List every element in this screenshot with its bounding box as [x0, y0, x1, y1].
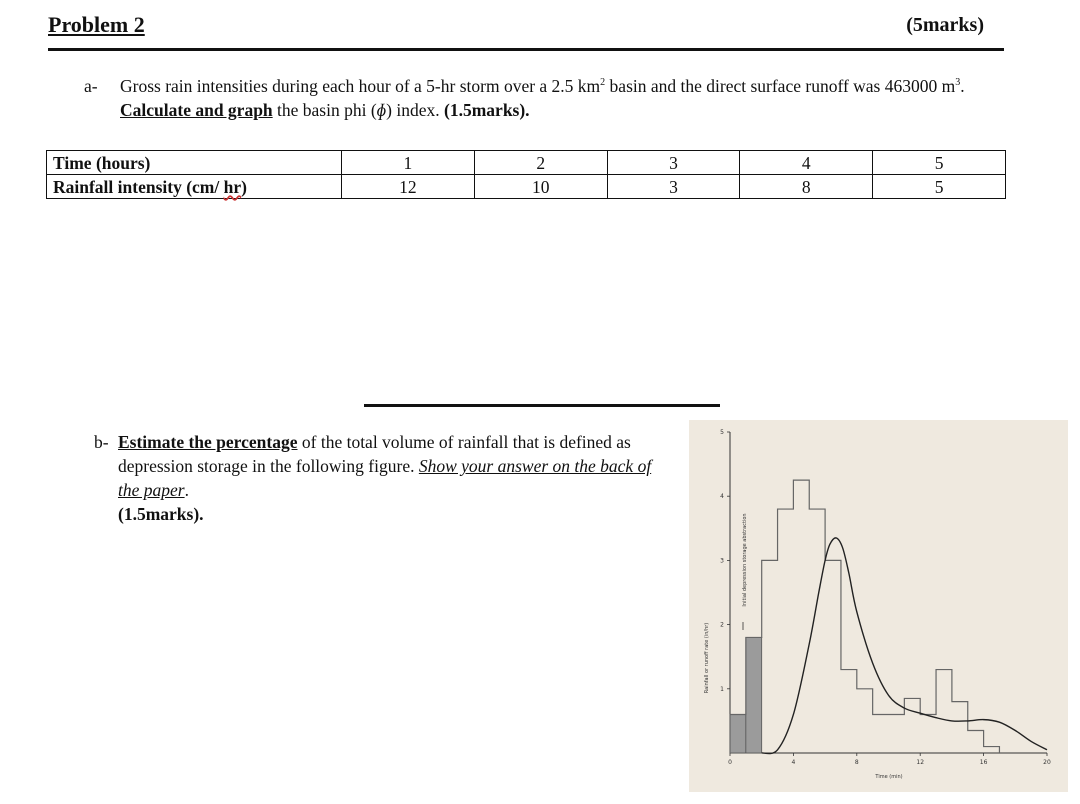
table-row-intensity: [47, 175, 1006, 199]
x-axis-ticks: [728, 753, 1051, 766]
rainfall-table: [46, 150, 1006, 199]
y-tick-label: 3: [720, 557, 724, 565]
x-tick-label: 0: [728, 759, 732, 766]
part-b-label: b-: [94, 432, 109, 452]
y-tick-label: 2: [720, 621, 724, 629]
part-a-text-1: Gross rain intensities during each hour of a 5-hr storm over a 2.5 km: [120, 76, 601, 96]
intensity-label-unit: hr: [223, 176, 242, 197]
rainfall-hyetograph: [730, 480, 999, 753]
y-tick-label: 4: [720, 493, 724, 501]
part-b-text-2: .: [184, 480, 189, 500]
part-b-emphasis: Estimate the percentage: [118, 432, 298, 452]
intensity-cell: 12: [342, 175, 475, 199]
part-b-marks: (1.5marks).: [118, 504, 204, 524]
time-cell: 2: [474, 151, 607, 175]
time-cell: 1: [342, 151, 475, 175]
intensity-cell: 5: [873, 175, 1006, 199]
answer-divider: [364, 404, 720, 407]
part-a-label: a-: [84, 76, 98, 96]
intensity-cell: 3: [607, 175, 740, 199]
problem-title: Problem 2: [48, 12, 145, 37]
part-a-text: [120, 74, 1000, 122]
part-a-text-2: basin and the direct surface runoff was 463000 m: [605, 76, 956, 96]
y-axis-ticks: [720, 429, 730, 693]
x-axis-title: Time (min): [875, 774, 903, 780]
hydrograph-svg: [689, 420, 1068, 792]
part-a-emphasis: Calculate and graph: [120, 100, 273, 120]
x-tick-label: 20: [1043, 759, 1051, 766]
m-superscript: 3: [955, 77, 961, 89]
y-axis-title: Rainfall or runoff rate (in/hr): [704, 622, 710, 694]
depression-storage-annotation: Initial depression storage abstraction: [742, 513, 748, 607]
top-divider: [48, 48, 1004, 51]
part-b-text-1: of the total volume of rainfall that is defined as depression storage in the following figure.: [118, 432, 631, 476]
table-row-time: [47, 151, 1006, 175]
part-a-text-4: the basin phi (: [272, 100, 377, 120]
depression-storage-bar: [746, 637, 762, 753]
time-header: Time (hours): [47, 151, 342, 175]
intensity-cell: 8: [740, 175, 873, 199]
problem-marks: (5marks): [906, 14, 984, 36]
intensity-cell: 10: [474, 175, 607, 199]
phi-symbol: ɸ: [376, 100, 387, 120]
intensity-header: [47, 175, 342, 199]
time-cell: 5: [873, 151, 1006, 175]
x-tick-label: 16: [979, 759, 988, 766]
intensity-label-prefix: Rainfall intensity (cm/: [53, 176, 224, 197]
time-cell: 4: [740, 151, 873, 175]
part-a-marks: (1.5marks).: [444, 100, 530, 120]
km-superscript: 2: [600, 77, 606, 89]
part-b-text: [118, 430, 664, 526]
part-a-text-3: .: [960, 76, 965, 96]
x-tick-label: 4: [791, 759, 796, 766]
y-tick-label: 5: [720, 429, 724, 436]
x-tick-label: 8: [854, 759, 859, 766]
hydrograph-figure: [689, 420, 1068, 792]
x-tick-label: 12: [916, 759, 925, 766]
depression-storage-bar: [730, 714, 746, 753]
intensity-label-suffix: ): [241, 176, 247, 197]
part-b-instruction: Show your answer on the back of the paper: [118, 456, 652, 500]
y-tick-label: 1: [720, 685, 724, 693]
time-cell: 3: [607, 151, 740, 175]
runoff-hydrograph-curve: [762, 538, 1047, 754]
part-a-text-5: ) index.: [386, 100, 445, 120]
